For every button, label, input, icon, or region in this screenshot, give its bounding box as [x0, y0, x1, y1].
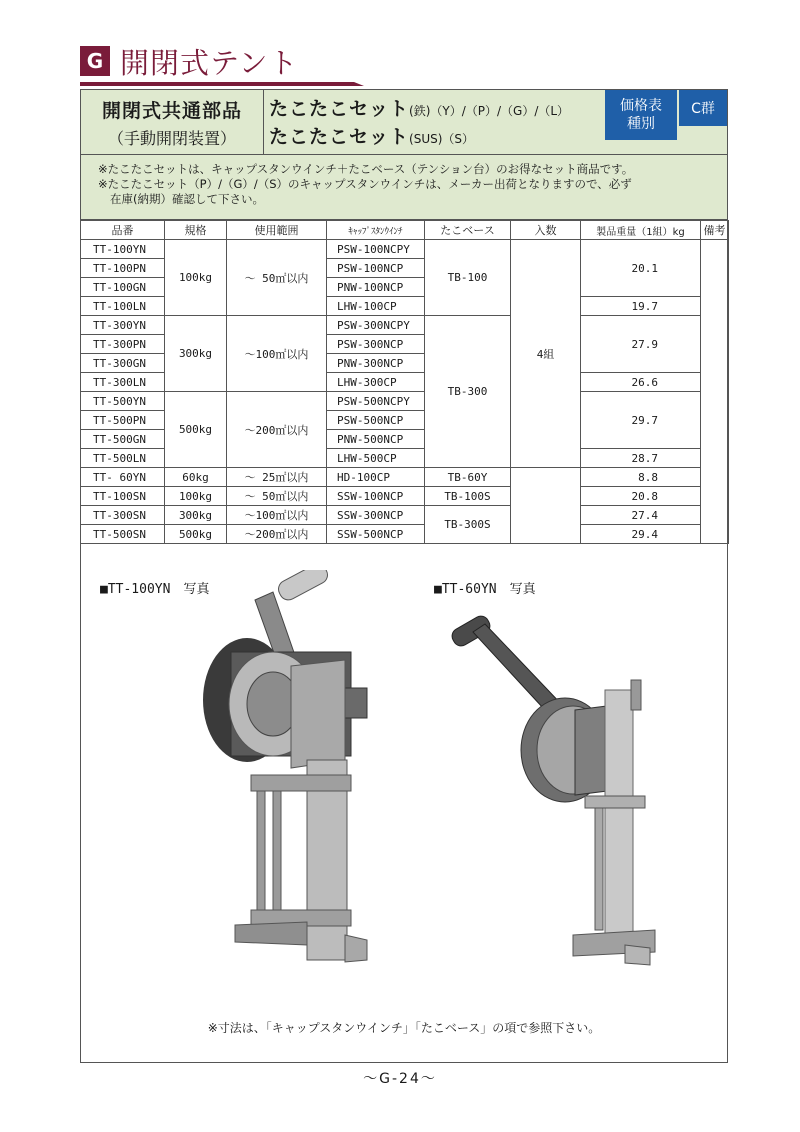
spec-cell: 300kg — [165, 506, 227, 525]
table-row — [81, 392, 729, 411]
part-no: TT-300YN — [81, 316, 165, 335]
part-no: TT-300PN — [81, 335, 165, 354]
winch-model: PSW-300NCP — [327, 335, 425, 354]
weight-cell: 8.8 — [581, 468, 701, 487]
winch-model: LHW-500CP — [327, 449, 425, 468]
part-no: TT-300GN — [81, 354, 165, 373]
part-no: TT-100GN — [81, 278, 165, 297]
product-variants-2: (SUS)（S） — [409, 132, 475, 146]
photo-caption-left: ■TT-100YN 写真 — [100, 582, 210, 597]
table-row — [81, 240, 729, 259]
weight-cell: 26.6 — [581, 373, 701, 392]
table-row — [81, 525, 729, 544]
header-winch: ｷｬｯﾌﾟｽﾀﾝｳｲﾝﾁ — [327, 221, 425, 240]
part-no: TT-500SN — [81, 525, 165, 544]
part-no: TT-500LN — [81, 449, 165, 468]
title-band — [80, 89, 728, 155]
header-base: たこベース — [425, 221, 511, 240]
winch-model: LHW-300CP — [327, 373, 425, 392]
header-part-no: 品番 — [81, 221, 165, 240]
base-cell: TB-300 — [425, 316, 511, 468]
remarks-cell — [701, 240, 729, 544]
weight-cell: 28.7 — [581, 449, 701, 468]
range-cell: ～200㎡以内 — [227, 525, 327, 544]
price-label-2: 種別 — [627, 116, 655, 132]
winch-model: PSW-500NCP — [327, 411, 425, 430]
table-row — [81, 506, 729, 525]
range-cell: ～200㎡以内 — [227, 392, 327, 468]
winch-model: PNW-500NCP — [327, 430, 425, 449]
product-title-line-2 — [269, 124, 609, 152]
spec-cell: 300kg — [165, 316, 227, 392]
winch-model: PSW-500NCPY — [327, 392, 425, 411]
spec-cell: 100kg — [165, 240, 227, 316]
table-row — [81, 316, 729, 335]
section-title: 開閉式テント — [120, 45, 299, 80]
product-name-2: たこたこセット — [269, 126, 410, 148]
note-line-2: ※たこたこセット（P）/（G）/（S）のキャップスタンウインチは、メーカー出荷となりますので、必ず — [98, 177, 632, 191]
product-photo-tt-60yn — [445, 600, 675, 975]
qty-cell: 4組 — [511, 240, 581, 468]
header-range: 使用範囲 — [227, 221, 327, 240]
winch-model: PNW-100NCP — [327, 278, 425, 297]
header-weight: 製品重量（1組）kg — [581, 221, 701, 240]
part-no: TT-100YN — [81, 240, 165, 259]
spec-cell: 60kg — [165, 468, 227, 487]
winch-model: PNW-300NCP — [327, 354, 425, 373]
winch-model: PSW-100NCPY — [327, 240, 425, 259]
header-remarks: 備考 — [701, 221, 729, 240]
section-underline-tip — [354, 82, 364, 86]
note-line-3: 在庫(納期）確認して下さい。 — [110, 192, 264, 206]
part-no: TT-300LN — [81, 373, 165, 392]
base-cell: TB-100S — [425, 487, 511, 506]
part-no: TT-500YN — [81, 392, 165, 411]
part-no: TT- 60YN — [81, 468, 165, 487]
category-title-main: 開閉式共通部品 — [101, 99, 242, 122]
base-cell: TB-60Y — [425, 468, 511, 487]
weight-cell: 29.4 — [581, 525, 701, 544]
weight-cell: 20.1 — [581, 240, 701, 297]
winch-model: PSW-100NCP — [327, 259, 425, 278]
price-type-box — [605, 90, 677, 140]
winch-model: HD-100CP — [327, 468, 425, 487]
weight-cell: 29.7 — [581, 392, 701, 449]
dimension-footnote: ※寸法は、「キャップスタンウインチ」「たこベース」の項で参照下さい。 — [207, 1021, 601, 1035]
header-qty: 入数 — [511, 221, 581, 240]
part-no: TT-100PN — [81, 259, 165, 278]
part-no: TT-500PN — [81, 411, 165, 430]
category-title-sub: （手動開閉装置） — [107, 128, 236, 148]
product-title — [269, 96, 609, 152]
product-photo-tt-100yn — [195, 570, 385, 990]
weight-cell: 19.7 — [581, 297, 701, 316]
weight-cell: 27.4 — [581, 506, 701, 525]
part-no: TT-100LN — [81, 297, 165, 316]
qty-cell-empty — [511, 468, 581, 544]
product-variants-1: (鉄)（Y）/（P）/（G）/（L） — [409, 104, 570, 118]
section-header — [80, 42, 299, 80]
table-row — [81, 487, 729, 506]
winch-model: SSW-300NCP — [327, 506, 425, 525]
winch-model: SSW-100NCP — [327, 487, 425, 506]
spec-table — [80, 220, 729, 544]
part-no: TT-300SN — [81, 506, 165, 525]
base-cell: TB-100 — [425, 240, 511, 316]
product-title-line-1 — [269, 96, 609, 124]
range-cell: ～ 50㎡以内 — [227, 240, 327, 316]
price-group-box: C群 — [679, 90, 727, 126]
part-no: TT-100SN — [81, 487, 165, 506]
product-name-1: たこたこセット — [269, 98, 410, 120]
winch-model: PSW-300NCPY — [327, 316, 425, 335]
spec-cell: 500kg — [165, 392, 227, 468]
notes-band — [80, 155, 728, 220]
table-header-row — [81, 221, 729, 240]
winch-model: LHW-100CP — [327, 297, 425, 316]
price-label-1: 価格表 — [620, 98, 662, 114]
section-underline — [80, 82, 354, 86]
page-number: ～G-24～ — [363, 1071, 437, 1087]
spec-cell: 500kg — [165, 525, 227, 544]
range-cell: ～ 25㎡以内 — [227, 468, 327, 487]
spec-cell: 100kg — [165, 487, 227, 506]
weight-cell: 27.9 — [581, 316, 701, 373]
photo-caption-right: ■TT-60YN 写真 — [434, 582, 536, 597]
range-cell: ～ 50㎡以内 — [227, 487, 327, 506]
winch-model: SSW-500NCP — [327, 525, 425, 544]
part-no: TT-500GN — [81, 430, 165, 449]
base-cell: TB-300S — [425, 506, 511, 544]
header-spec: 規格 — [165, 221, 227, 240]
section-badge: G — [80, 46, 110, 76]
table-row — [81, 468, 729, 487]
weight-cell: 20.8 — [581, 487, 701, 506]
range-cell: ～100㎡以内 — [227, 316, 327, 392]
note-line-1: ※たこたこセットは、キャップスタンウインチ＋たこベース（テンション台）のお得なセット商品です。 — [98, 162, 634, 176]
category-title — [81, 90, 264, 154]
range-cell: ～100㎡以内 — [227, 506, 327, 525]
